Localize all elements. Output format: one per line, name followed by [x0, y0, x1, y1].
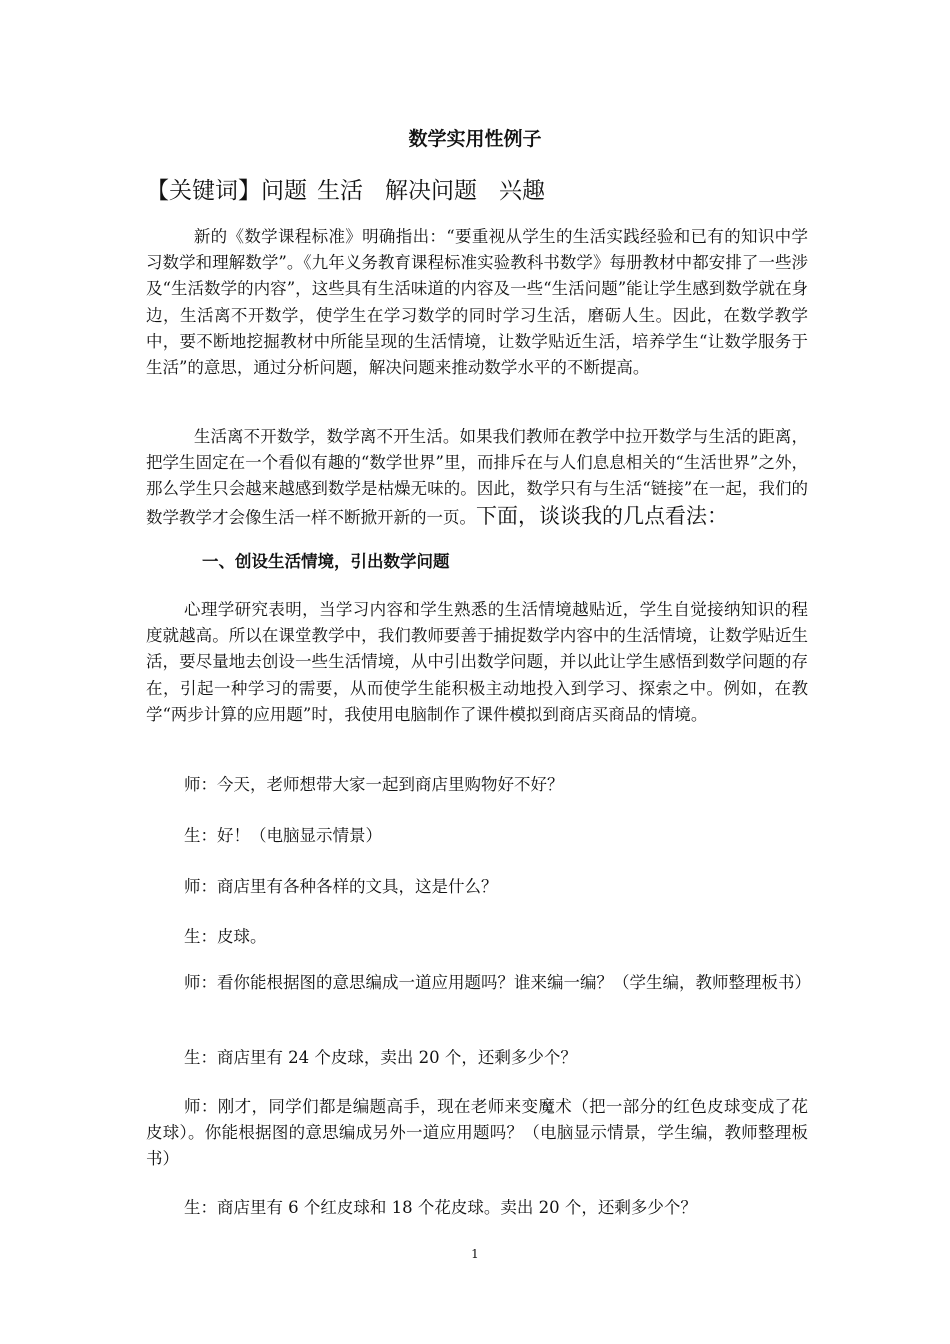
dialogue-line: 师：看你能根据图的意思编成一道应用题吗？谁来编一编？（学生编，教师整理板书） — [183, 973, 811, 992]
dialogue-line: 师：刚才，同学们都是编题高手，现在老师来变魔术（把一部分的红色皮球变成了花皮球）。你能根据图的意思编成另外一道应用题吗？（电脑显示情景，学生编，教师整理板书） — [146, 1097, 808, 1169]
page-number: 1 — [471, 1247, 479, 1261]
intro-paragraph-2-tail-big: 下面，谈谈我的几点看法： — [476, 503, 728, 528]
section-heading-1: 一、创设生活情境，引出数学问题 — [202, 552, 450, 571]
keyword-item: 生活 — [317, 178, 363, 204]
intro-paragraph-2-tail: 一页。 — [426, 507, 476, 527]
dialogue-line: 生：商店里有 24 个皮球，卖出 20 个，还剩多少个？ — [183, 1048, 577, 1067]
document-title: 数学实用性例子 — [408, 128, 542, 150]
keyword-item: 问题 — [261, 178, 307, 204]
dialogue-line: 师：商店里有各种各样的文具，这是什么？ — [183, 877, 498, 896]
dialogue-line: 生：商店里有 6 个红皮球和 18 个花皮球。卖出 20 个，还剩多少个？ — [183, 1198, 697, 1217]
keyword-item: 解决问题 — [385, 178, 477, 204]
intro-paragraph-2 — [146, 424, 808, 531]
intro-paragraph-1: 新的《数学课程标准》明确指出：“要重视从学生的生活实践经验和已有的知识中学习数学和理解数学”。《九年义务教育课程标准实验教科书数学》每册教材中都安排了一些涉及“生活数学的内容”，这些具有生活味道的内容及一些“生活问题”能让学生感到数学就在身边，生活离不开数学，使学生在学习数学的同时学习生活，磨砺人生。因此，在数学教学中，要不断地挖掘教材中所能呈现的生活情境，让数学贴近生活，培养学生“让数学服务于生活”的意思，通过分析问题，解决问题来推动数学水平的不断提高。 — [146, 227, 808, 378]
dialogue-line: 生：好！（电脑显示情景） — [183, 826, 382, 845]
section-1-paragraph: 心理学研究表明，当学习内容和学生熟悉的生活情境越贴近，学生自觉接纳知识的程度就越高。所以在课堂教学中，我们教师要善于捕捉数学内容中的生活情境，让数学贴近生活，要尽量地去创设一些生活情境，从中引出数学问题，并以此让学生感悟到数学问题的存在，引起一种学习的需要，从而使学生能积极主动地投入到学习、探索之中。例如，在教学“两步计算的应用题”时，我使用电脑制作了课件模拟到商店买商品的情境。 — [146, 600, 808, 724]
dialogue-line: 师：今天，老师想带大家一起到商店里购物好不好？ — [183, 775, 564, 794]
keywords-label: 【关键词】 — [146, 178, 261, 204]
keywords-line — [146, 172, 545, 205]
dialogue-line: 生：皮球。 — [183, 927, 267, 946]
intro-paragraph-2-text: 生活离不开数学，数学离不开生活。如果我们教师在教学中拉开数学与生活的距离，把学生固定在一个看似有趣的“数学世界”里，而排斥在与人们息息相关的“生活世界”之外，那么学生只会越来越感到数学是枯燥无味的。因此，数学只有与生活“链接”在一起，我们的数学教学才会像生活一样不断掀开新的 — [146, 427, 808, 527]
keyword-item: 兴趣 — [499, 178, 545, 204]
